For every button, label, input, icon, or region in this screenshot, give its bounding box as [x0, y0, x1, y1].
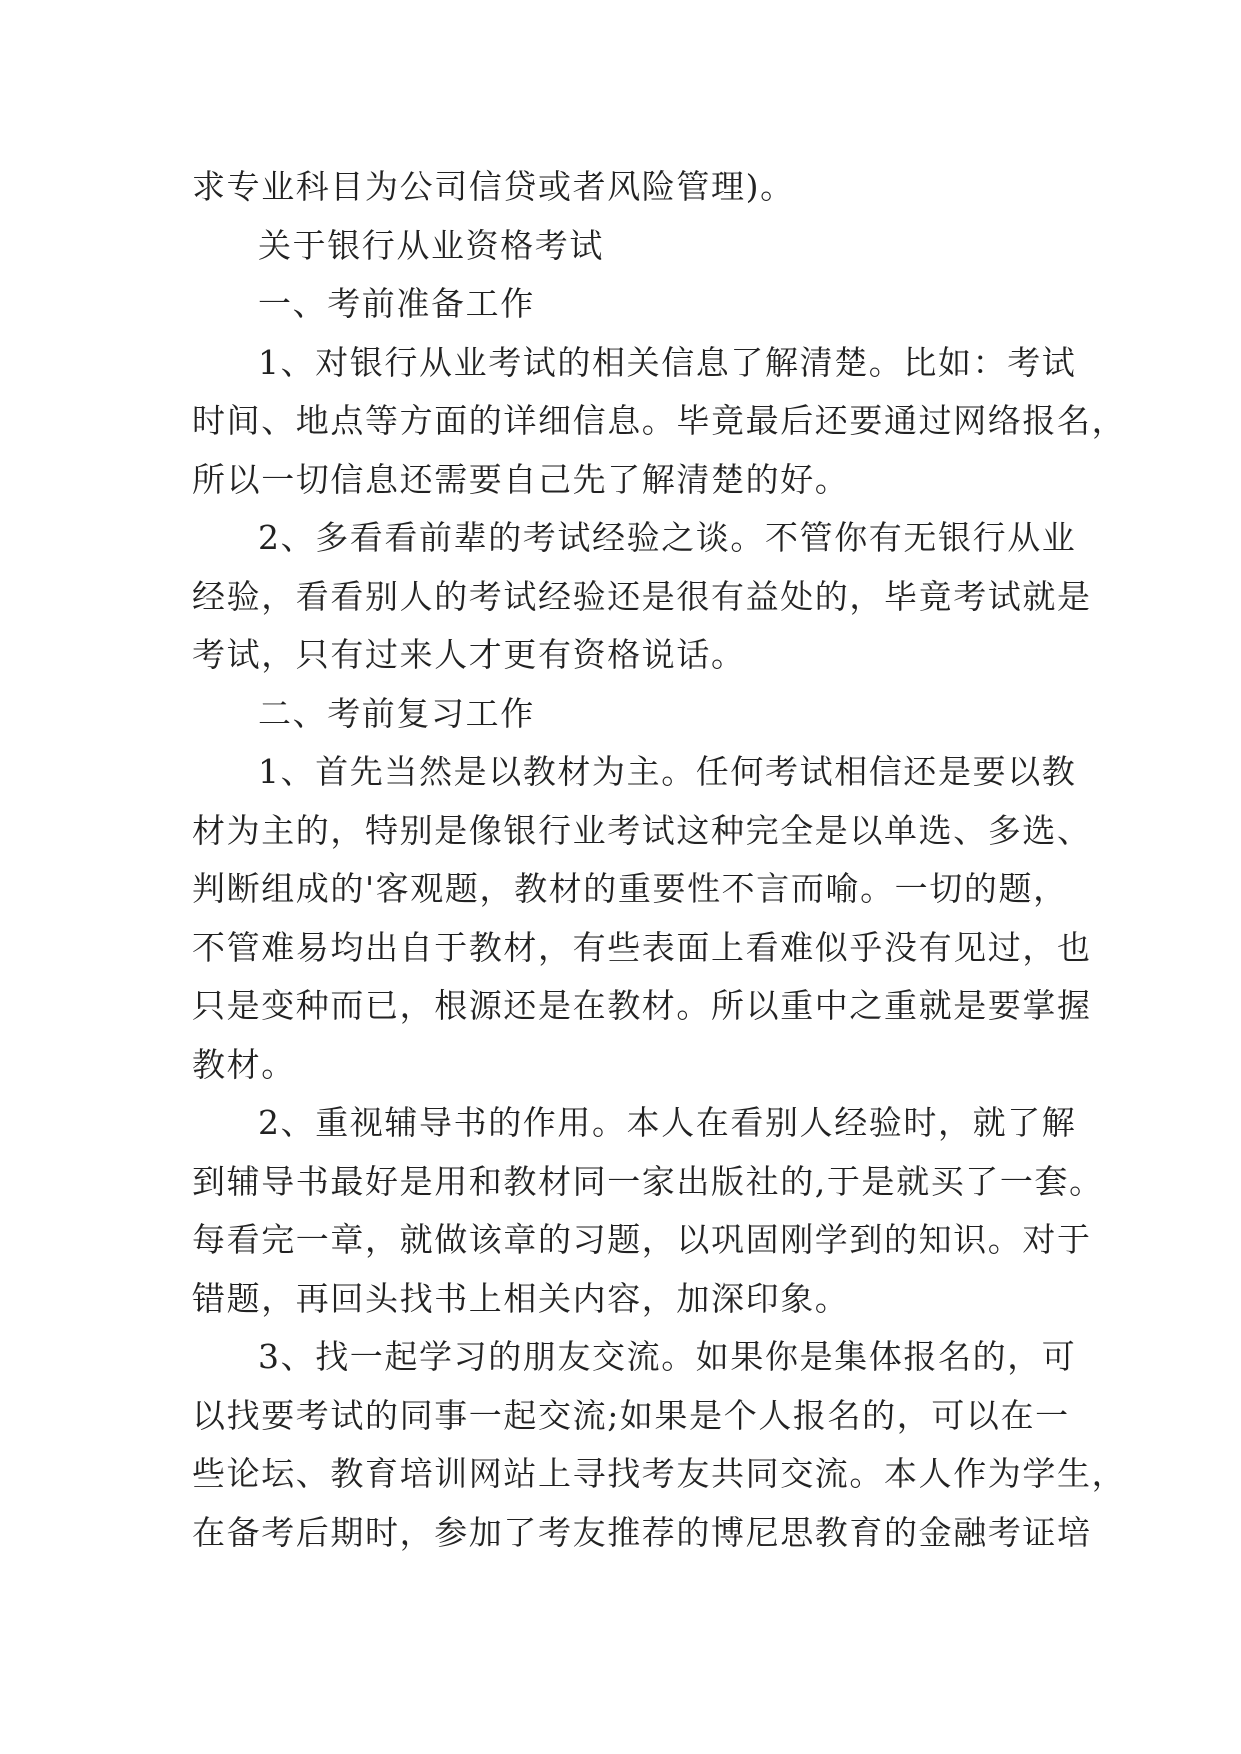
text-line: 经验，看看别人的考试经验还是很有益处的，毕竟考试就是 — [192, 576, 1092, 616]
text-line: 考试，只有过来人才更有资格说话。 — [192, 635, 746, 674]
text-line: 到辅导书最好是用和教材同一家出版社的,于是就买了一套。 — [192, 1161, 1104, 1201]
text-line: 以找要考试的同事一起交流;如果是个人报名的，可以在一 — [192, 1395, 1070, 1435]
text-line: 在备考后期时，参加了考友推荐的博尼思教育的金融考证培 — [192, 1512, 1092, 1552]
text-line: 判断组成的'客观题，教材的重要性不言而喻。一切的题， — [192, 869, 1068, 908]
section-title: 关于银行从业资格考试 — [258, 225, 604, 265]
document-body — [192, 158, 1127, 1562]
text-line: 只是变种而已，根源还是在教材。所以重中之重就是要掌握 — [192, 986, 1092, 1025]
text-line: 1、首先当然是以教材为主。任何考试相信还是要以教 — [258, 752, 1077, 791]
text-line: 每看完一章，就做该章的习题，以巩固刚学到的知识。对于 — [192, 1220, 1092, 1259]
section-heading: 一、考前准备工作 — [258, 284, 535, 323]
text-line: 些论坛、教育培训网站上寻找考友共同交流。本人作为学生， — [192, 1454, 1127, 1493]
text-line: 2、多看看前辈的考试经验之谈。不管你有无银行从业 — [258, 518, 1077, 557]
text-line: 教材。 — [192, 1044, 296, 1084]
section-heading: 二、考前复习工作 — [258, 693, 535, 733]
text-line: 时间、地点等方面的详细信息。毕竟最后还要通过网络报名， — [192, 401, 1127, 440]
text-line: 2、重视辅导书的作用。本人在看别人经验时，就了解 — [258, 1103, 1077, 1142]
text-line: 所以一切信息还需要自己先了解清楚的好。 — [192, 459, 850, 499]
text-line: 3、找一起学习的朋友交流。如果你是集体报名的，可 — [258, 1337, 1077, 1376]
text-line: 1、对银行从业考试的相关信息了解清楚。比如：考试 — [258, 342, 1077, 382]
text-line: 错题，再回头找书上相关内容，加深印象。 — [192, 1278, 850, 1318]
text-line: 材为主的，特别是像银行业考试这种完全是以单选、多选、 — [192, 810, 1092, 850]
text-line: 不管难易均出自于教材，有些表面上看难似乎没有见过，也 — [192, 927, 1092, 967]
text-line: 求专业科目为公司信贷或者风险管理)。 — [192, 167, 795, 206]
